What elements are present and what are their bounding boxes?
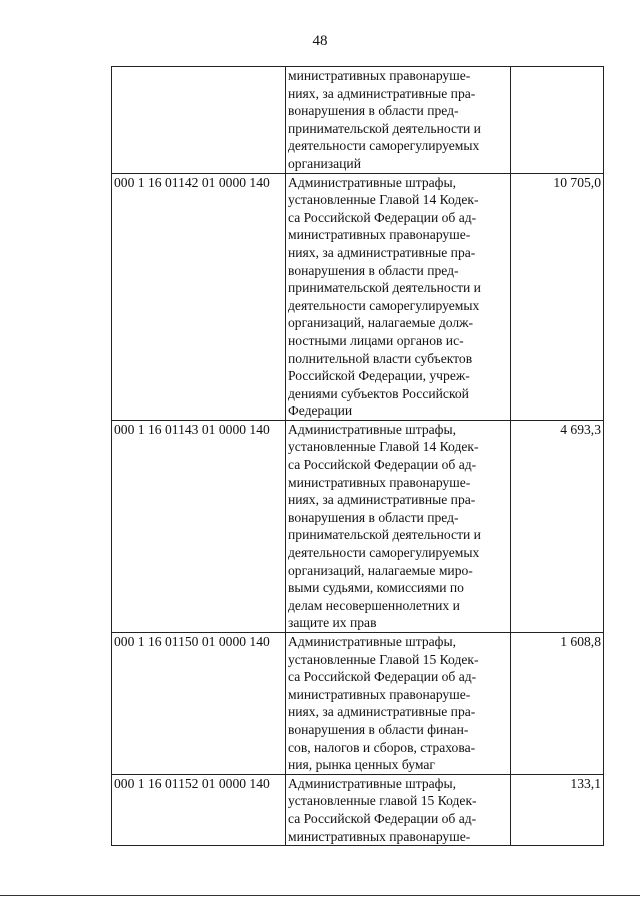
budget-table bbox=[111, 66, 604, 846]
description-line: деятельности саморегулируемых bbox=[288, 138, 480, 154]
description-line: организаций bbox=[288, 155, 361, 171]
description-line: са Российской Федерации об ад- bbox=[288, 209, 477, 225]
description bbox=[286, 67, 511, 174]
description-line: деятельности саморегулируемых bbox=[288, 545, 480, 561]
description-line: Административные штрафы, bbox=[288, 775, 456, 791]
amount bbox=[511, 67, 604, 174]
table-row bbox=[112, 774, 604, 845]
description-line: установленные Главой 14 Кодек- bbox=[288, 439, 479, 455]
description-line: са Российской Федерации об ад- bbox=[288, 810, 477, 826]
description-line: делам несовершеннолетних и bbox=[288, 597, 460, 613]
description-line: Административные штрафы, bbox=[288, 634, 456, 649]
amount: 133,1 bbox=[511, 774, 604, 845]
description-line: дениями субъектов Российской bbox=[288, 385, 469, 401]
description-line: ниях, за административные пра- bbox=[288, 244, 476, 260]
amount: 4 693,3 bbox=[511, 420, 604, 632]
description-line: организаций, налагаемые долж- bbox=[288, 315, 474, 331]
description-line: выми судьями, комиссиями по bbox=[288, 580, 464, 596]
description-line: ностными лицами органов ис- bbox=[288, 332, 464, 348]
description-line: вонарушения в области пред- bbox=[288, 262, 459, 278]
description-line: ния, рынка ценных бумаг bbox=[288, 757, 435, 773]
description-line: са Российской Федерации об ад- bbox=[288, 669, 477, 685]
description-line: министративных правонаруше- bbox=[288, 227, 471, 243]
description-line: организаций, налагаемые миро- bbox=[288, 562, 473, 578]
table-row bbox=[112, 420, 604, 632]
description-line: принимательской деятельности и bbox=[288, 280, 481, 296]
budget-code: 000 1 16 01142 01 0000 140 bbox=[112, 173, 286, 420]
description-line: защите их прав bbox=[288, 615, 377, 631]
description-line: Федерации bbox=[288, 403, 353, 419]
page-bottom-divider bbox=[0, 895, 640, 896]
budget-code: 000 1 16 01143 01 0000 140 bbox=[112, 420, 286, 632]
description-line: ниях, за административные пра- bbox=[288, 85, 476, 101]
description-line: установленные Главой 14 Кодек- bbox=[288, 192, 479, 208]
description-line: Российской Федерации, учреж- bbox=[288, 368, 470, 384]
description bbox=[286, 420, 511, 632]
amount: 10 705,0 bbox=[511, 173, 604, 420]
description-line: вонарушения в области финан- bbox=[288, 721, 469, 737]
table-row bbox=[112, 67, 604, 174]
description-line: установленные главой 15 Кодек- bbox=[288, 793, 477, 809]
description-line: министративных правонаруше- bbox=[288, 68, 471, 83]
description-line: принимательской деятельности и bbox=[288, 120, 481, 136]
budget-code: 000 1 16 01150 01 0000 140 bbox=[112, 633, 286, 775]
description bbox=[286, 633, 511, 775]
description bbox=[286, 173, 511, 420]
description-line: ниях, за административные пра- bbox=[288, 492, 476, 508]
description-line: вонарушения в области пред- bbox=[288, 509, 459, 525]
description-line: Административные штрафы, bbox=[288, 174, 456, 190]
budget-code: 000 1 16 01152 01 0000 140 bbox=[112, 774, 286, 845]
description-line: установленные Главой 15 Кодек- bbox=[288, 651, 479, 667]
description-line: вонарушения в области пред- bbox=[288, 103, 459, 119]
amount: 1 608,8 bbox=[511, 633, 604, 775]
table-row bbox=[112, 173, 604, 420]
description-line: полнительной власти субъектов bbox=[288, 350, 473, 366]
description-line: министративных правонаруше- bbox=[288, 474, 471, 490]
description bbox=[286, 774, 511, 845]
budget-code bbox=[112, 67, 286, 174]
description-line: са Российской Федерации об ад- bbox=[288, 457, 477, 473]
description-line: министративных правонаруше- bbox=[288, 828, 471, 844]
page-number: 48 bbox=[312, 33, 328, 49]
table-row bbox=[112, 633, 604, 775]
description-line: ниях, за административные пра- bbox=[288, 704, 476, 720]
description-line: Административные штрафы, bbox=[288, 421, 456, 437]
description-line: министративных правонаруше- bbox=[288, 686, 471, 702]
description-line: сов, налогов и сборов, страхова- bbox=[288, 739, 476, 755]
description-line: деятельности саморегулируемых bbox=[288, 297, 480, 313]
description-line: принимательской деятельности и bbox=[288, 527, 481, 543]
